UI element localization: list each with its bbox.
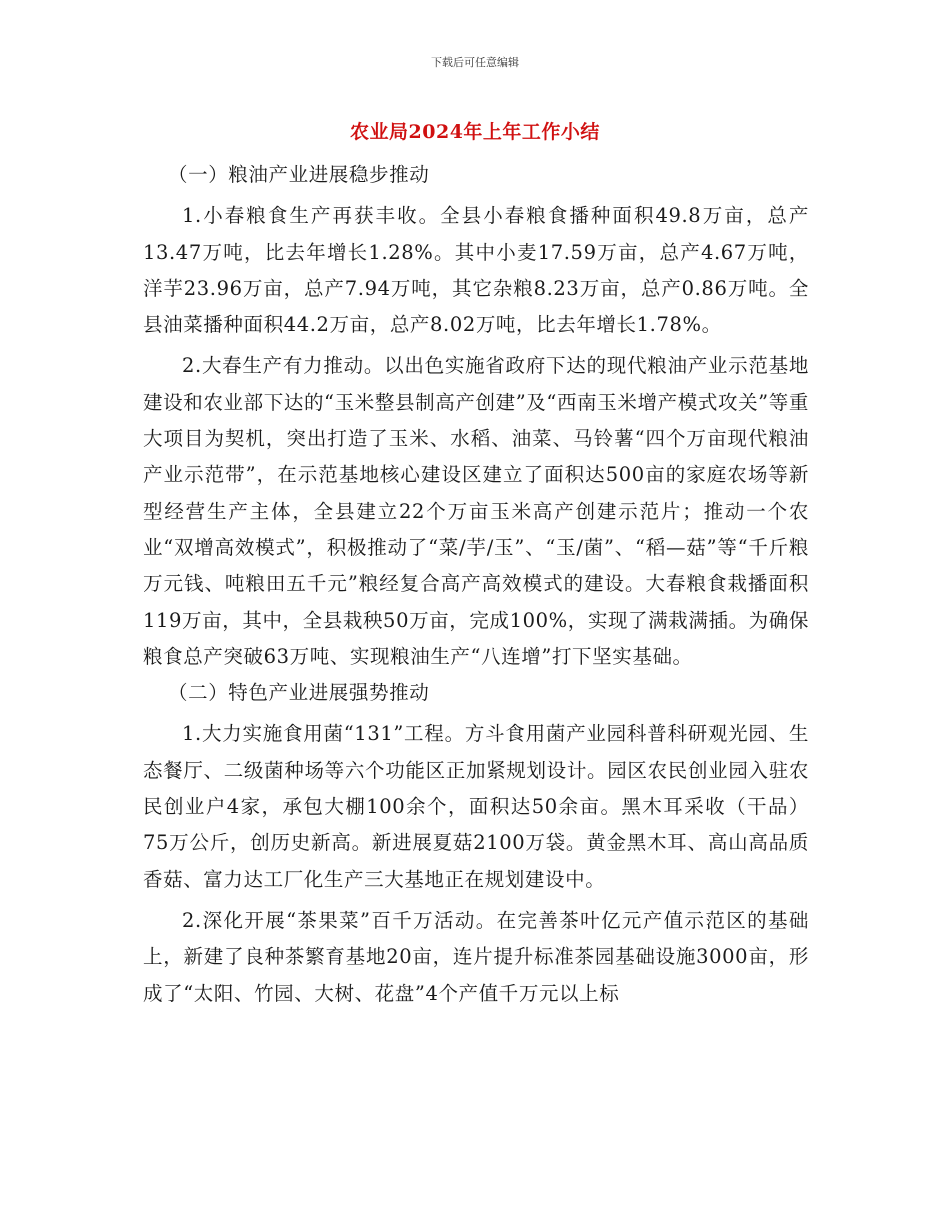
- document-title: 农业局2024年上年工作小结: [350, 121, 600, 143]
- page-header: 下载后可任意编辑: [431, 56, 519, 69]
- document-body: [143, 157, 809, 1012]
- paragraph: 1.大力实施食用菌“131”工程。方斗食用菌产业园科普科研观光园、生态餐厅、二级菌种场等六个功能区正加紧规划设计。园区农民创业园入驻农民创业户4家，承包大棚100余个，面积达50余亩。黑木耳采收（干品）75万公斤，创历史新高。新进展夏菇2100万袋。黄金黑木耳、高山高品质香菇、富力达工厂化生产三大基地正在规划建设中。: [143, 722, 809, 891]
- section-heading: （二）特色产业进展强势推动: [168, 681, 430, 705]
- paragraph: 2.深化开展“茶果菜”百千万活动。在完善茶叶亿元产值示范区的基础上，新建了良种茶繁育基地20亩，连片提升标准茶园基础设施3000亩，形成了“太阳、竹园、大树、花盘”4个产值千万元以上标: [143, 908, 809, 1005]
- paragraph: 1.小春粮食生产再获丰收。全县小春粮食播种面积49.8万亩，总产13.47万吨，比去年增长1.28%。其中小麦17.59万亩，总产4.67万吨，洋芋23.96万亩，总产7.94万吨，其它杂粮8.23万亩，总产0.86万吨。全县油菜播种面积44.2万亩，总产8.02万吨，比去年增长1.78%。: [143, 204, 809, 337]
- paragraph: 2.大春生产有力推动。以出色实施省政府下达的现代粮油产业示范基地建设和农业部下达的“玉米整县制高产创建”及“西南玉米增产模式攻关”等重大项目为契机，突出打造了玉米、水稻、油菜、马铃薯“四个万亩现代粮油产业示范带”，在示范基地核心建设区建立了面积达500亩的家庭农场等新型经营生产主体，全县建立22个万亩玉米高产创建示范片；推动一个农业“双增高效模式”，积极推动了“菜/芋/玉”、“玉/菌”、“稻—菇”等“千斤粮万元钱、吨粮田五千元”粮经复合高产高效模式的建设。大春粮食栽播面积119万亩，其中，全县栽秧50万亩，完成100%，实现了满栽满插。为确保粮食总产突破63万吨、实现粮油生产“八连增”打下坚实基础。: [143, 354, 809, 668]
- section-heading: （一）粮油产业进展稳步推动: [168, 163, 430, 186]
